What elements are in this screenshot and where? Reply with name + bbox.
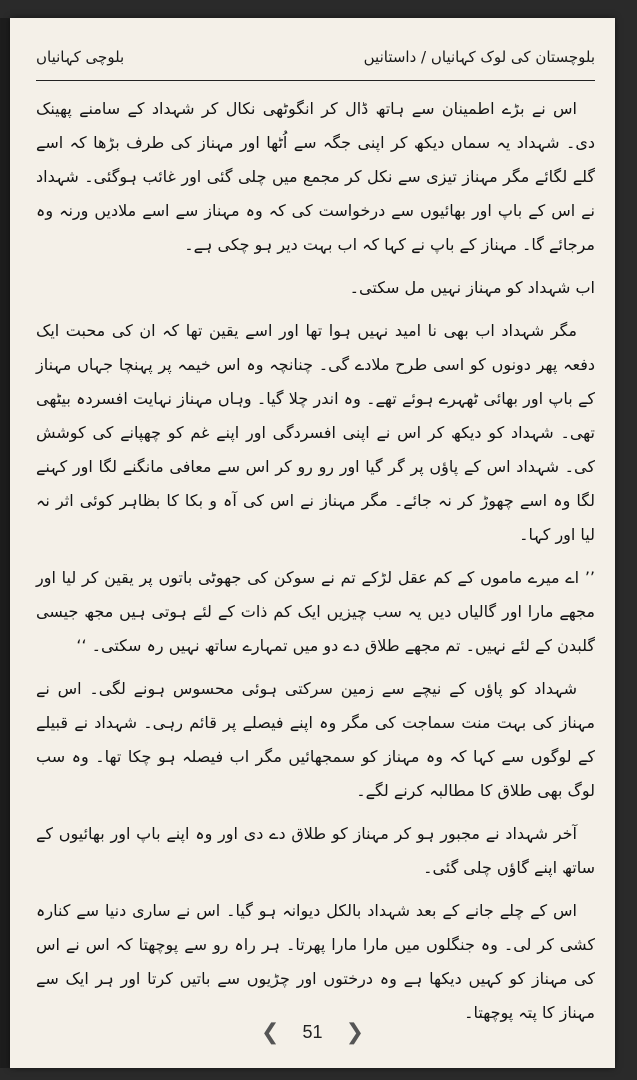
paragraph-6: آخر شہداد نے مجبور ہو کر مہناز کو طلاق دے دی اور وہ اپنے باپ اور بھائیوں کے ساتھ اپنے گاؤں چلی گئی۔ [36, 824, 595, 877]
book-title: بلوچستان کی لوک کہانیاں / داستانیں [363, 48, 595, 66]
page-body [36, 92, 595, 1039]
paragraph-quote: ’’ اے میرے ماموں کے کم عقل لڑکے تم نے سوکن کی جھوٹی باتوں پر یقین کر لیا اور مجھے مارا اور گالیاں دیں یہ سب چیزیں ایک کم ذات کے لئے ہوتی ہیں مجھ جیسی گلبدن کے لئے نہیں۔ تم مجھے طلاق دے دو میں تمہارے ساتھ نہیں رہ سکتی۔ ‘‘ [36, 568, 595, 655]
paragraph-7: اس کے چلے جانے کے بعد شہداد بالکل دیوانہ ہو گیا۔ اس نے ساری دنیا سے کنارہ کشی کر لی۔ وہ جنگلوں میں مارا مارا پھرتا۔ ہر راہ رو سے پوچھتا کہ اس نے اس کی مہناز کو کہیں دیکھا ہے وہ درختوں اور چڑیوں سے باتیں کرتا اور ہر ایک سے مہناز کا پتہ پوچھتا۔ [36, 901, 595, 1022]
paragraph-3: مگر شہداد اب بھی نا امید نہیں ہوا تھا اور اسے یقین تھا کہ ان کی محبت ایک دفعہ پھر دونوں کو اسی طرح ملادے گی۔ چنانچہ وہ اس خیمہ پر پہنچا جہاں مہناز کے باپ اور بھائی ٹھہرے ہوئے تھے۔ وہ اندر چلا گیا۔ وہاں مہناز نہایت افسردہ بیٹھی تھی۔ شہداد کو دیکھ کر اس نے اپنی افسردگی اور اپنے غم کو چھپانے کی کوشش کی۔ شہداد اس کے پاؤں پر گر گیا اور رو رو کر اس سے معافی مانگنے لگا اور کہنے لگا وہ اسے چھوڑ کر نہ جائے۔ مگر مہناز نے اس کی آہ و بکا کا بظاہر کوئی اثر نہ لیا اور کہا۔ [36, 321, 595, 544]
paragraph-5: شہداد کو پاؤں کے نیچے سے زمین سرکتی ہوئی محسوس ہونے لگی۔ اس نے مہناز کی بہت منت سماجت کی مگر وہ اپنے فیصلے پر قائم رہی۔ شہداد نے قبیلے کے لوگوں سے کہا کہ وہ مہناز کو سمجھائیں مگر اب فیصلہ ہو چکا تھا۔ وہ سب لوگ بھی طلاق کا مطالبہ کرنے لگے۔ [36, 679, 595, 800]
ornament-left-icon: ❮ [260, 1020, 280, 1045]
scan-left-edge [0, 18, 10, 1068]
section-title: بلوچی کہانیاں [36, 48, 125, 66]
page-footer [10, 1020, 615, 1050]
paragraph-2: اب شہداد کو مہناز نہیں مل سکتی۔ [349, 278, 595, 297]
book-page [10, 18, 615, 1068]
paragraph-1: اس نے بڑے اطمینان سے ہاتھ ڈال کر انگوٹھی نکال کر شہداد کے سامنے پھینک دی۔ شہداد یہ سماں دیکھ کر اپنی جگہ سے اُٹھا اور مہناز کی طرف بڑھا کہ اسے گلے لگائے مگر مہناز تیزی سے نکل کر مجمع میں چلی گئی اور غائب ہوگئی۔ شہداد نے اس کے باپ اور بھائیوں سے درخواست کی کہ وہ مہناز سے اسے ملادیں ورنہ وہ مرجائے گا۔ مہناز کے باپ نے کہا کہ اب بہت دیر ہو چکی ہے۔ [36, 99, 595, 254]
ornament-right-icon: ❯ [345, 1020, 365, 1045]
running-header [36, 46, 595, 76]
page-number: 51 [302, 1022, 323, 1042]
header-divider [36, 80, 595, 81]
